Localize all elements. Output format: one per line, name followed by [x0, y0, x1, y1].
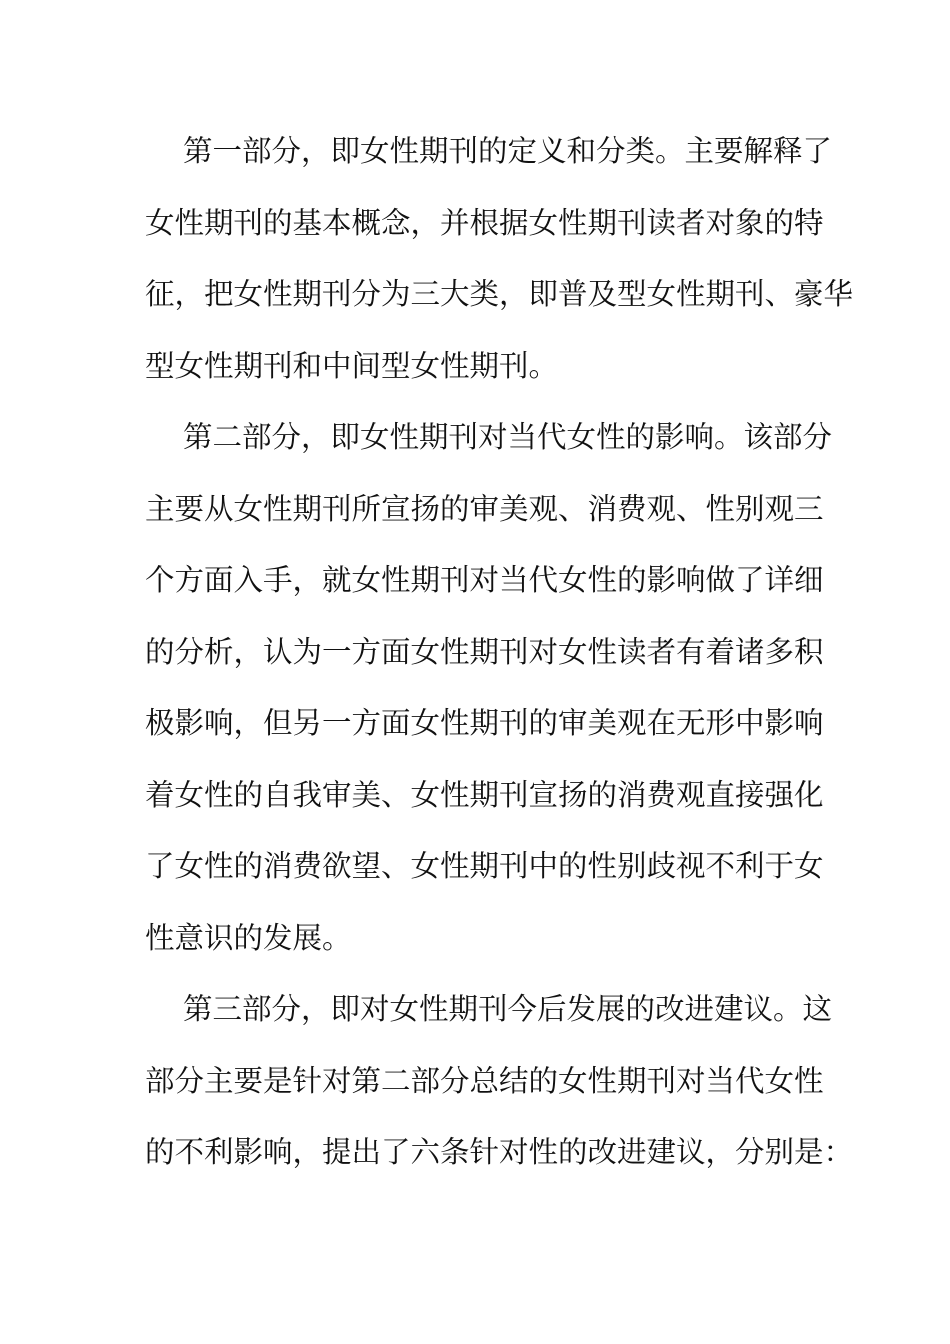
text-line: 第三部分，即对女性期刊今后发展的改进建议。这: [183, 992, 833, 1026]
text-line: 第二部分，即女性期刊对当代女性的影响。该部分: [183, 420, 833, 454]
text-line: 性意识的发展。: [145, 920, 352, 955]
text-line: 的分析，认为一方面女性期刊对女性读者有着诸多积: [145, 634, 824, 669]
text-line: 主要从女性期刊所宣扬的审美观、消费观、性别观三: [145, 491, 824, 526]
paragraph-part-three: [145, 980, 854, 1195]
paragraph-part-one: [145, 122, 854, 408]
text-line: 着女性的自我审美、女性期刊宣扬的消费观直接强化: [145, 777, 824, 812]
text-line: 女性期刊的基本概念，并根据女性期刊读者对象的特: [145, 205, 824, 240]
text-line: 征，把女性期刊分为三大类，即普及型女性期刊、豪华: [145, 277, 854, 311]
text-line: 部分主要是针对第二部分总结的女性期刊对当代女性: [145, 1063, 824, 1098]
body-text: [145, 122, 854, 1195]
paragraph-part-two: [145, 408, 833, 980]
text-line: 个方面入手，就女性期刊对当代女性的影响做了详细: [145, 563, 824, 597]
text-line: 极影响，但另一方面女性期刊的审美观在无形中影响: [145, 706, 824, 740]
text-line: 了女性的消费欲望、女性期刊中的性别歧视不利于女: [145, 849, 824, 883]
text-line: 的不利影响，提出了六条针对性的改进建议，分别是：: [145, 1135, 854, 1169]
text-line: 型女性期刊和中间型女性期刊。: [145, 348, 559, 383]
text-line: 第一部分，即女性期刊的定义和分类。主要解释了: [183, 134, 833, 168]
